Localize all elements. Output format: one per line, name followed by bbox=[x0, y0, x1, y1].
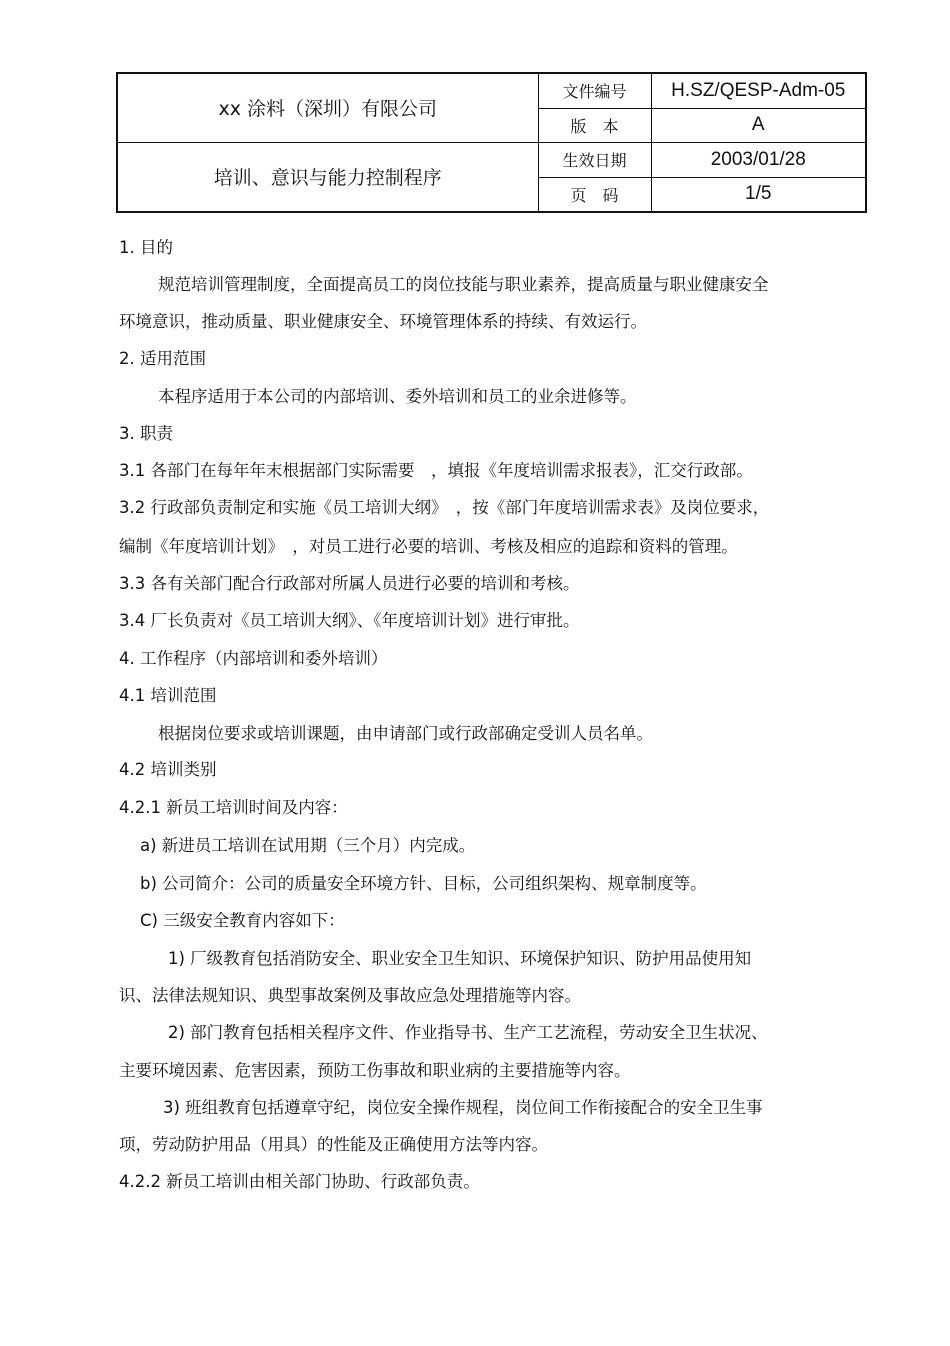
list-item: 3) 班组教育包括遵章守纪，岗位安全操作规程，岗位间工作衔接配合的安全卫生事 bbox=[163, 1098, 763, 1117]
subsection-heading: 4.2 培训类别 bbox=[119, 760, 217, 779]
paragraph-line: 项，劳动防护用品（用具）的性能及正确使用方法等内容。 bbox=[119, 1135, 548, 1154]
section-heading: 4. 工作程序（内部培训和委外培训） bbox=[119, 649, 388, 668]
list-item: 1) 厂级教育包括消防安全、职业安全卫生知识、环境保护知识、防护用品使用知 bbox=[168, 949, 752, 968]
section-heading: 3. 职责 bbox=[119, 424, 173, 443]
procedure-title: 培训、意识与能力控制程序 bbox=[117, 142, 538, 212]
effective-date-label: 生效日期 bbox=[538, 142, 651, 177]
subsection-heading: 4.1 培训范围 bbox=[119, 686, 217, 705]
page-number: 1/5 bbox=[651, 177, 866, 212]
subsection-heading: 4.2.1 新员工培训时间及内容： bbox=[119, 798, 348, 817]
doc-no-value: H.SZ/QESP-Adm-05 bbox=[651, 73, 866, 108]
effective-date-value: 2003/01/28 bbox=[651, 142, 866, 177]
version-label: 版 本 bbox=[538, 108, 651, 142]
paragraph-line: 主要环境因素、危害因素，预防工伤事故和职业病的主要措施等内容。 bbox=[119, 1061, 631, 1080]
paragraph-line: 识、法律法规知识、典型事故案例及事故应急处理措施等内容。 bbox=[119, 986, 581, 1005]
version-value: A bbox=[651, 108, 866, 142]
list-item: a) 新进员工培训在试用期（三个月）内完成。 bbox=[140, 836, 476, 855]
section-heading: 1. 目的 bbox=[119, 238, 173, 257]
list-item: C) 三级安全教育内容如下： bbox=[140, 911, 345, 930]
paragraph-line: 3.3 各有关部门配合行政部对所属人员进行必要的培训和考核。 bbox=[119, 574, 580, 593]
paragraph-line: 规范培训管理制度，全面提高员工的岗位技能与职业素养，提高质量与职业健康安全 bbox=[158, 275, 769, 294]
page-label: 页 码 bbox=[538, 177, 651, 212]
company-name: xx 涂料（深圳）有限公司 bbox=[117, 73, 538, 142]
paragraph-line: 3.4 厂长负责对《员工培训大纲》、《年度培训计划》进行审批。 bbox=[119, 611, 580, 630]
paragraph-line: 3.1 各部门在每年年末根据部门实际需要 ，填报《年度培训需求报表》，汇交行政部。 bbox=[119, 461, 753, 480]
paragraph-line: 环境意识，推动质量、职业健康安全、环境管理体系的持续、有效运行。 bbox=[119, 312, 647, 331]
paragraph-line: 3.2 行政部负责制定和实施《员工培训大纲》 ，按《部门年度培训需求表》及岗位要求， bbox=[119, 498, 770, 517]
paragraph-line: 编制《年度培训计划》 ，对员工进行必要的培训、考核及相应的追踪和资料的管理。 bbox=[119, 537, 738, 556]
section-heading: 2. 适用范围 bbox=[119, 349, 206, 368]
document-header-table bbox=[116, 72, 865, 211]
subsection-heading: 4.2.2 新员工培训由相关部门协助、行政部负责。 bbox=[119, 1172, 480, 1191]
paragraph-line: 根据岗位要求或培训课题，由申请部门或行政部确定受训人员名单。 bbox=[158, 724, 653, 743]
doc-no-label: 文件编号 bbox=[538, 73, 651, 108]
list-item: b) 公司简介：公司的质量安全环境方针、目标，公司组织架构、规章制度等。 bbox=[140, 874, 707, 893]
list-item: 2) 部门教育包括相关程序文件、作业指导书、生产工艺流程，劳动安全卫生状况、 bbox=[168, 1023, 768, 1042]
paragraph-line: 本程序适用于本公司的内部培训、委外培训和员工的业余进修等。 bbox=[158, 387, 637, 406]
